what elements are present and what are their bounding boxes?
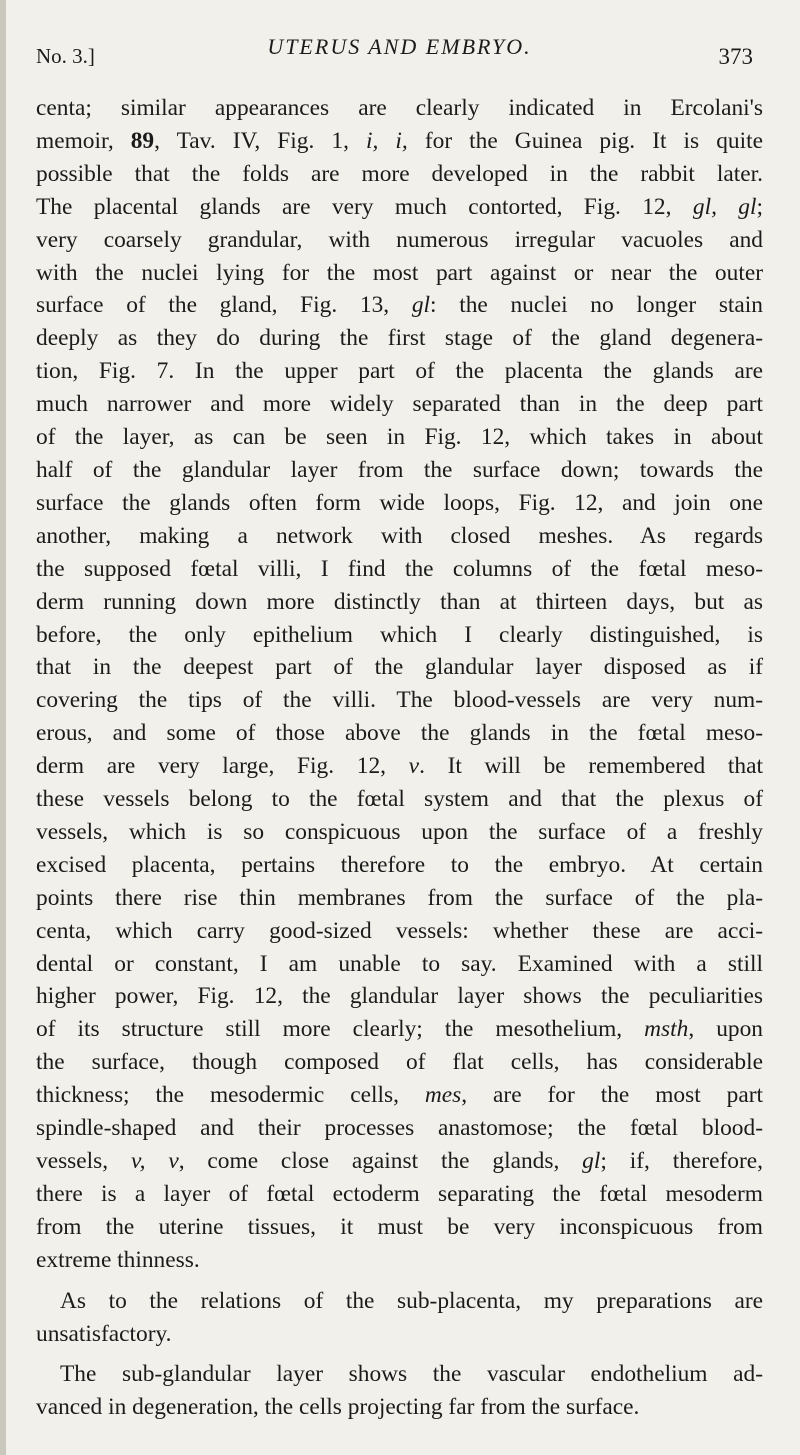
text-line	[36, 92, 763, 125]
text-line	[36, 1211, 763, 1244]
text-run: excised placenta, pertains therefore to the embryo. At certain	[36, 851, 763, 878]
text-line	[36, 487, 763, 520]
text-run: As to the relations of the sub-placenta, my preparations are	[60, 1287, 763, 1314]
text-run: points there rise thin membranes from the surface of the pla-	[36, 884, 763, 911]
text-line	[36, 158, 763, 191]
text-line	[36, 1318, 763, 1351]
text-run: centa, which carry good-sized vessels: whether these are acci-	[36, 917, 763, 944]
italic-label: mes	[424, 1082, 462, 1109]
italic-label: gl	[582, 1148, 601, 1174]
text-line	[36, 619, 763, 652]
text-run: vessels,	[36, 1148, 131, 1174]
text-run: there is a layer of fœtal ectoderm separating the fœtal mesoderm	[36, 1180, 763, 1207]
text-run: vanced in degeneration, the cells projecting far from the surface.	[36, 1394, 640, 1421]
text-run: surface of the gland, Fig. 13,	[36, 292, 412, 319]
text-run: of the layer, as can be seen in Fig. 12, which takes in about	[36, 424, 763, 451]
text-line	[36, 125, 763, 158]
text-run: these vessels belong to the fœtal system and that the plexus of	[36, 786, 763, 813]
text-run: very coarsely grandular, with numerous irregular vacuoles and	[36, 226, 763, 253]
text-run: centa; similar appearances are clearly indicated in Ercolani's	[36, 95, 763, 121]
text-line	[36, 191, 763, 224]
text-line	[36, 388, 763, 421]
text-run: much narrower and more widely separated than in the deep part	[36, 391, 763, 418]
text-line	[36, 1145, 763, 1178]
italic-label: gl	[411, 292, 431, 319]
text-run: vessels, which is so conspicuous upon the surface of a freshly	[36, 818, 763, 845]
text-run: before, the only epithelium which I clearly distinguished, is	[36, 621, 763, 648]
text-run: The placental glands are very much contorted, Fig. 12,	[36, 193, 693, 220]
text-line	[36, 421, 763, 454]
text-line	[36, 520, 763, 553]
text-line	[36, 1112, 763, 1145]
italic-label: gl, gl	[692, 193, 757, 220]
reference-number: 89	[130, 127, 155, 154]
text-run: derm are very large, Fig. 12,	[36, 753, 409, 780]
text-run: half of the glandular layer from the surface down; towards the	[36, 456, 763, 483]
running-head	[36, 34, 763, 74]
text-line	[36, 1358, 763, 1391]
text-line	[36, 1285, 763, 1318]
text-line	[36, 915, 763, 948]
text-line	[36, 224, 763, 257]
text-line	[36, 684, 763, 717]
text-line	[36, 948, 763, 981]
text-line	[36, 257, 763, 290]
text-run: , upon	[688, 1016, 763, 1043]
text-run: erous, and some of those above the glands in the fœtal meso-	[36, 720, 763, 747]
text-run: The sub-glandular layer shows the vascular endothelium ad-	[60, 1361, 763, 1388]
text-line	[36, 717, 763, 750]
text-line	[36, 1244, 763, 1277]
text-run: the supposed fœtal villi, I find the columns of the fœtal meso-	[36, 555, 763, 582]
text-run: ; if, therefore,	[600, 1148, 763, 1174]
text-run: possible that the folds are more developed in the rabbit later.	[36, 160, 763, 187]
text-line	[36, 355, 763, 388]
text-line	[36, 553, 763, 586]
italic-label: msth	[644, 1016, 689, 1043]
text-line	[36, 651, 763, 684]
text-line	[36, 1046, 763, 1079]
issue-number: No. 3.]	[36, 44, 95, 68]
text-line	[36, 454, 763, 487]
text-run: memoir,	[36, 127, 131, 154]
text-run: surface the glands often form wide loops, Fig. 12, and join one	[36, 489, 763, 516]
text-run: , Tav. IV, Fig. 1,	[154, 127, 367, 154]
page-edge-shadow	[0, 0, 6, 1455]
text-line	[36, 1013, 763, 1046]
running-title: UTERUS AND EMBRYO.	[267, 34, 532, 59]
text-line	[36, 882, 763, 915]
text-run: : the nuclei no longer stain	[430, 292, 763, 319]
text-run: higher power, Fig. 12, the glandular layer shows the peculiarities	[36, 983, 763, 1010]
text-run: deeply as they do during the first stage of the gland degenera-	[36, 325, 763, 352]
text-line	[36, 1178, 763, 1211]
text-run: extreme thinness.	[36, 1246, 200, 1273]
text-line	[36, 980, 763, 1013]
page-number: 373	[718, 44, 753, 69]
text-run: another, making a network with closed meshes. As regards	[36, 522, 763, 549]
text-line	[36, 322, 763, 355]
text-run: from the uterine tissues, it must be very inconspicuous from	[36, 1213, 763, 1240]
text-line	[36, 750, 763, 783]
text-run: spindle-shaped and their processes anastomose; the fœtal blood-	[36, 1115, 763, 1142]
text-run: thickness; the mesodermic cells,	[36, 1082, 425, 1109]
text-line	[36, 849, 763, 882]
text-run: covering the tips of the villi. The blood-vessels are very num-	[36, 687, 763, 714]
text-line	[36, 586, 763, 619]
text-run: with the nuclei lying for the most part against or near the outer	[36, 259, 763, 286]
text-run: of its structure still more clearly; the mesothelium,	[36, 1016, 645, 1043]
text-line	[36, 1391, 763, 1424]
text-run: tion, Fig. 7. In the upper part of the placenta the glands are	[36, 358, 763, 385]
text-run: unsatisfactory.	[36, 1320, 172, 1347]
italic-label: v, v	[130, 1148, 179, 1174]
text-run: . It will be remembered that	[419, 753, 763, 780]
text-run: derm running down more distinctly than at thirteen days, but as	[36, 588, 763, 615]
text-run: that in the deepest part of the glandular layer disposed as if	[36, 654, 763, 681]
text-run: , are for the most part	[461, 1082, 763, 1109]
text-line	[36, 783, 763, 816]
italic-label: v	[408, 753, 420, 780]
text-line	[36, 816, 763, 849]
text-run: ;	[756, 193, 763, 220]
body-text	[36, 92, 763, 1424]
text-run: for the Guinea pig. It is quite	[407, 127, 763, 154]
italic-label: i, i,	[366, 127, 408, 154]
text-run: , come close against the glands,	[178, 1148, 583, 1174]
text-line	[36, 1079, 763, 1112]
text-line	[36, 289, 763, 322]
text-run: the surface, though composed of flat cells, has considerable	[36, 1049, 763, 1076]
text-run: dental or constant, I am unable to say. Examined with a still	[36, 950, 763, 977]
